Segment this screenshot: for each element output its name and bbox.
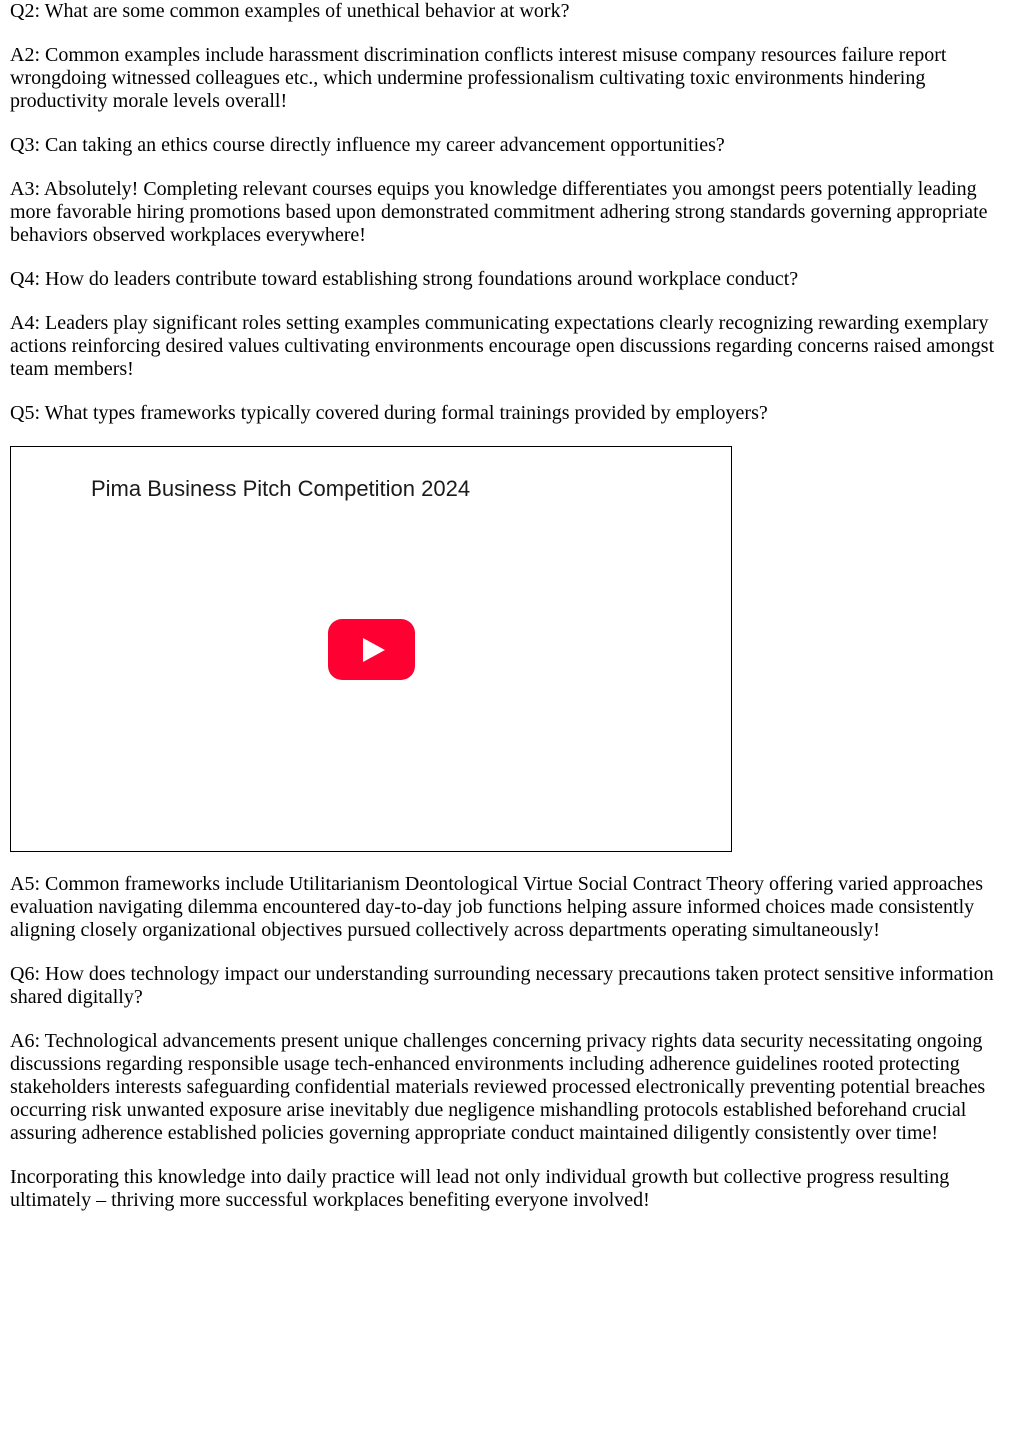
article-content — [10, 0, 1016, 1233]
question-5: Q5: What types frameworks typically covered during formal trainings provided by employers? — [10, 402, 768, 424]
answer-2: A2: Common examples include harassment discrimination conflicts interest misuse company resources failure report wrongdoing witnessed colleagues etc., which undermine professionalism cultivating toxic environments hindering productivity morale levels overall! — [10, 44, 947, 112]
play-icon — [363, 638, 385, 662]
answer-3: A3: Absolutely! Completing relevant courses equips you knowledge differentiates you amongst peers potentially leading more favorable hiring promotions based upon demonstrated commitment adhering strong standards governing appropriate behaviors observed workplaces everywhere! — [10, 178, 988, 246]
question-4: Q4: How do leaders contribute toward establishing strong foundations around workplace conduct? — [10, 268, 799, 290]
question-2: Q2: What are some common examples of unethical behavior at work? — [10, 0, 570, 22]
question-6: Q6: How does technology impact our understanding surrounding necessary precautions taken protect sensitive information shared digitally? — [10, 963, 994, 1008]
answer-5: A5: Common frameworks include Utilitarianism Deontological Virtue Social Contract Theory offering varied approaches evaluation navigating dilemma encountered day-to-day job functions helping assure informed choices made consistently aligning closely organizational objectives pursued collectively across departments operating simultaneously! — [10, 873, 983, 941]
play-button[interactable] — [328, 619, 415, 680]
video-embed[interactable] — [10, 446, 732, 852]
video-title[interactable]: Pima Business Pitch Competition 2024 — [91, 476, 471, 501]
question-3: Q3: Can taking an ethics course directly influence my career advancement opportunities? — [10, 134, 725, 156]
answer-6: A6: Technological advancements present unique challenges concerning privacy rights data security necessitating ongoing discussions regarding responsible usage tech-enhanced environments including adherence guidelines rooted protecting stakeholders interests safeguarding confidential materials reviewed processed electronically preventing potential breaches occurring risk unwanted exposure arise inevitably due negligence mishandling protocols established beforehand crucial assuring adherence established policies governing appropriate conduct maintained diligently consistently over time! — [10, 1030, 986, 1144]
closing-paragraph: Incorporating this knowledge into daily practice will lead not only individual growth but collective progress resulting ultimately – thriving more successful workplaces benefiting everyone involved! — [10, 1166, 950, 1211]
answer-4: A4: Leaders play significant roles setting examples communicating expectations clearly recognizing rewarding exemplary actions reinforcing desired values cultivating environments encourage open discussions regarding concerns raised amongst team members! — [10, 312, 995, 380]
